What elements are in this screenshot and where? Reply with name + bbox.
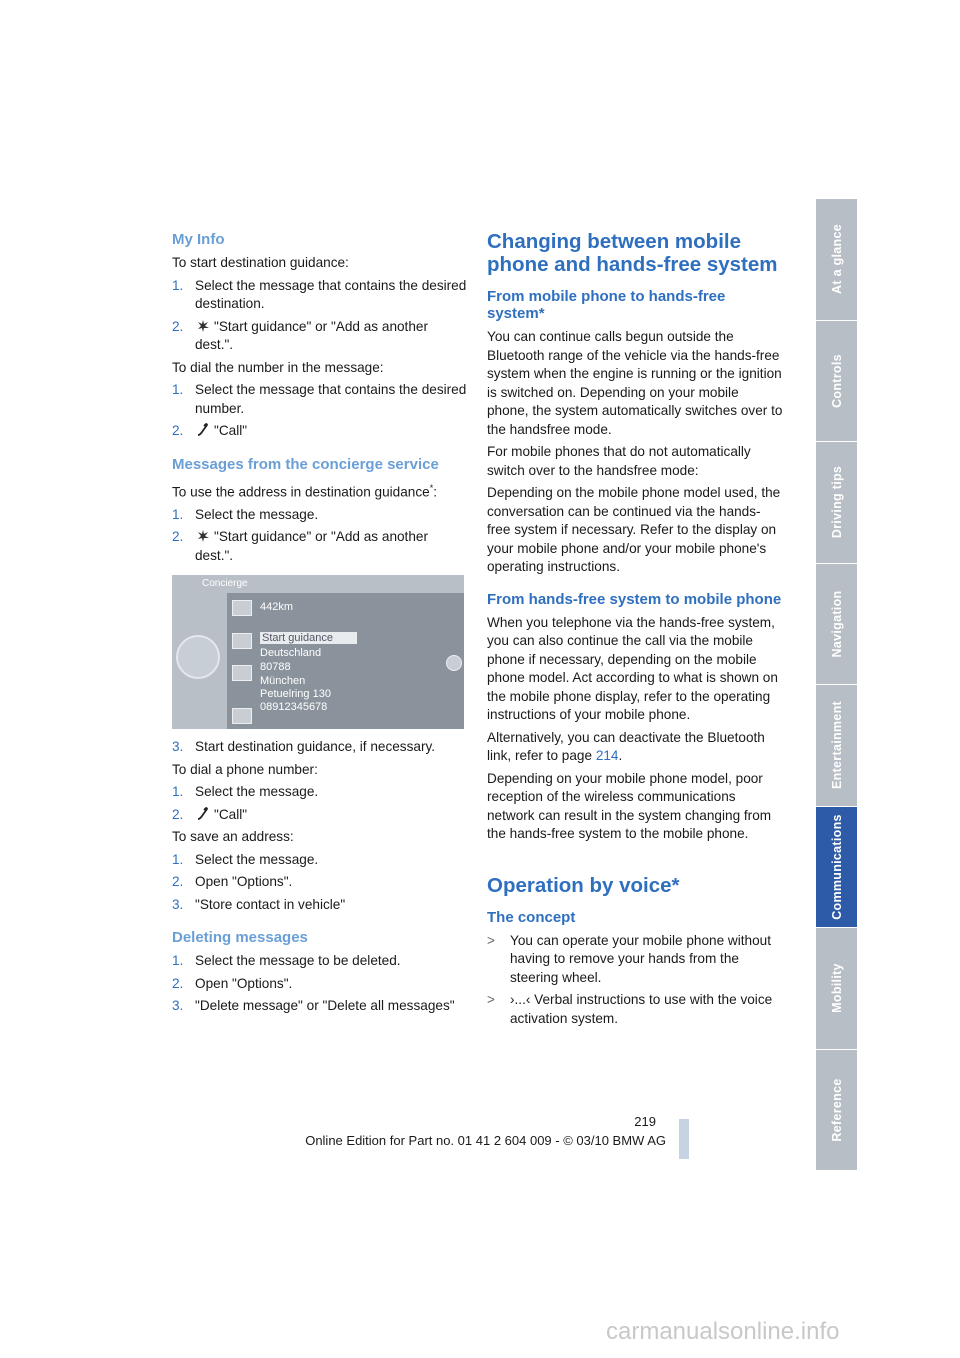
- list-item: 1. Select the message.: [172, 784, 319, 800]
- page-number: 219: [634, 1114, 656, 1129]
- screenshot-line: Petuelring 130: [260, 688, 331, 701]
- heading-concept: The concept: [487, 908, 576, 926]
- list-item: 2. "Start guidance" or "Add as another dest.".: [172, 318, 428, 352]
- screenshot-distance: 442km: [260, 601, 294, 614]
- heading-my-info: My Info: [172, 231, 225, 248]
- list-item: 1. Select the message that contains the desired number.: [172, 382, 467, 416]
- screenshot-start-guidance: Start guidance: [260, 632, 357, 645]
- list-item: > ›...‹ Verbal instructions to use with the voice activation system.: [487, 992, 773, 1026]
- phone-handset-icon: [195, 423, 211, 437]
- navigation-star-icon: [232, 633, 252, 649]
- list-item: 1. Select the message.: [172, 851, 319, 867]
- save-intro: To save an address:: [172, 829, 294, 845]
- list-item: 2. Open "Options".: [172, 975, 293, 991]
- screenshot-line: 80788: [260, 661, 291, 674]
- paragraph: Depending on the mobile phone model used, the conversation can be continued via the hands-free system if necessary. Refer to the display on your mobile phone and/or your mobile phone's operating instructions.: [487, 485, 781, 574]
- tab-controls[interactable]: Controls: [816, 321, 857, 442]
- screenshot-header: Concierge: [202, 578, 248, 590]
- list-item: > You can operate your mobile phone without having to remove your hands from the steering wheel.: [487, 932, 771, 985]
- screenshot-line: Deutschland: [260, 647, 322, 660]
- tab-reference[interactable]: Reference: [816, 1050, 857, 1171]
- phone-intro: To dial a phone number:: [172, 761, 318, 777]
- contact-icon: [232, 708, 252, 724]
- list-item: 2. "Call": [172, 806, 248, 822]
- list-item: 3. "Store contact in vehicle": [172, 896, 346, 912]
- screenshot-line: München: [260, 675, 306, 688]
- list-item: 1. Select the message.: [172, 506, 319, 522]
- tab-at-a-glance[interactable]: At a glance: [816, 199, 857, 320]
- dial-intro: To dial the number in the message:: [172, 359, 384, 375]
- concierge-screenshot: [172, 575, 464, 729]
- watermark: carmanualsonline.info: [606, 1318, 840, 1345]
- heading-changing: Changing between mobile phone and hands-free system: [487, 230, 778, 276]
- paragraph: For mobile phones that do not automatically switch over to the handsfree mode:: [487, 444, 751, 478]
- controller-knob: [176, 635, 220, 679]
- phone-handset-icon: [195, 807, 211, 821]
- zoom-knob: [446, 655, 462, 671]
- concierge-intro: To use the address in destination guidance*:: [172, 482, 437, 500]
- tab-entertainment[interactable]: Entertainment: [816, 685, 857, 806]
- phone-handset-icon: [232, 665, 252, 681]
- paragraph: When you telephone via the hands-free system, you can also continue the call via the mobile phone if necessary, depending on the mobile phone model. Act according to what is shown on the mobile phone display, refer to the operating instructions of your mobile phone.: [487, 614, 778, 722]
- paragraph: You can continue calls begun outside the Bluetooth range of the vehicle via the hands-free system when the engine is running or the ignition is switched on. Depending on your mobile phone, the system automatically switches over to the handsfree mode.: [487, 329, 783, 437]
- page-marker: [679, 1119, 689, 1159]
- list-item: 1. Select the message to be deleted.: [172, 953, 401, 969]
- tab-navigation[interactable]: Navigation: [816, 564, 857, 685]
- footer-text: Online Edition for Part no. 01 41 2 604 009 - © 03/10 BMW AG: [305, 1133, 666, 1148]
- page-link[interactable]: 214: [595, 748, 619, 763]
- list-item: 1. Select the message that contains the desired destination.: [172, 277, 467, 311]
- heading-concierge: Messages from the concierge service: [172, 455, 439, 473]
- heading-handsfree-to-mobile: From hands-free system to mobile phone: [487, 590, 782, 608]
- myinfo-intro: To start destination guidance:: [172, 255, 349, 270]
- tab-communications[interactable]: Communications: [816, 807, 857, 928]
- heading-deleting: Deleting messages: [172, 929, 308, 947]
- navigation-star-icon: [195, 319, 211, 333]
- navigation-star-icon: [195, 529, 211, 543]
- tab-mobility[interactable]: Mobility: [816, 928, 857, 1049]
- screenshot-line: 08912345678: [260, 701, 328, 714]
- paragraph: Depending on your mobile phone model, poor reception of the wireless communications network can result in the system changing from the hands-free system to the mobile phone.: [487, 770, 772, 841]
- paragraph: Alternatively, you can deactivate the Bluetooth link, refer to page 214.: [487, 729, 765, 763]
- list-item: 3. Start destination guidance, if necessary.: [172, 739, 436, 755]
- left-column: [172, 230, 468, 1020]
- list-item: 2. "Start guidance" or "Add as another dest.".: [172, 529, 428, 563]
- heading-mobile-to-handsfree: From mobile phone to hands-free system*: [487, 288, 726, 322]
- right-column: [487, 230, 783, 1032]
- list-item: 2. "Call": [172, 423, 248, 438]
- chapter-nav: [816, 199, 857, 1171]
- list-icon: [232, 600, 252, 616]
- list-item: 2. Open "Options".: [172, 874, 293, 890]
- tab-driving-tips[interactable]: Driving tips: [816, 442, 857, 563]
- list-item: 3. "Delete message" or "Delete all messages": [172, 998, 455, 1014]
- heading-voice: Operation by voice*: [487, 873, 680, 897]
